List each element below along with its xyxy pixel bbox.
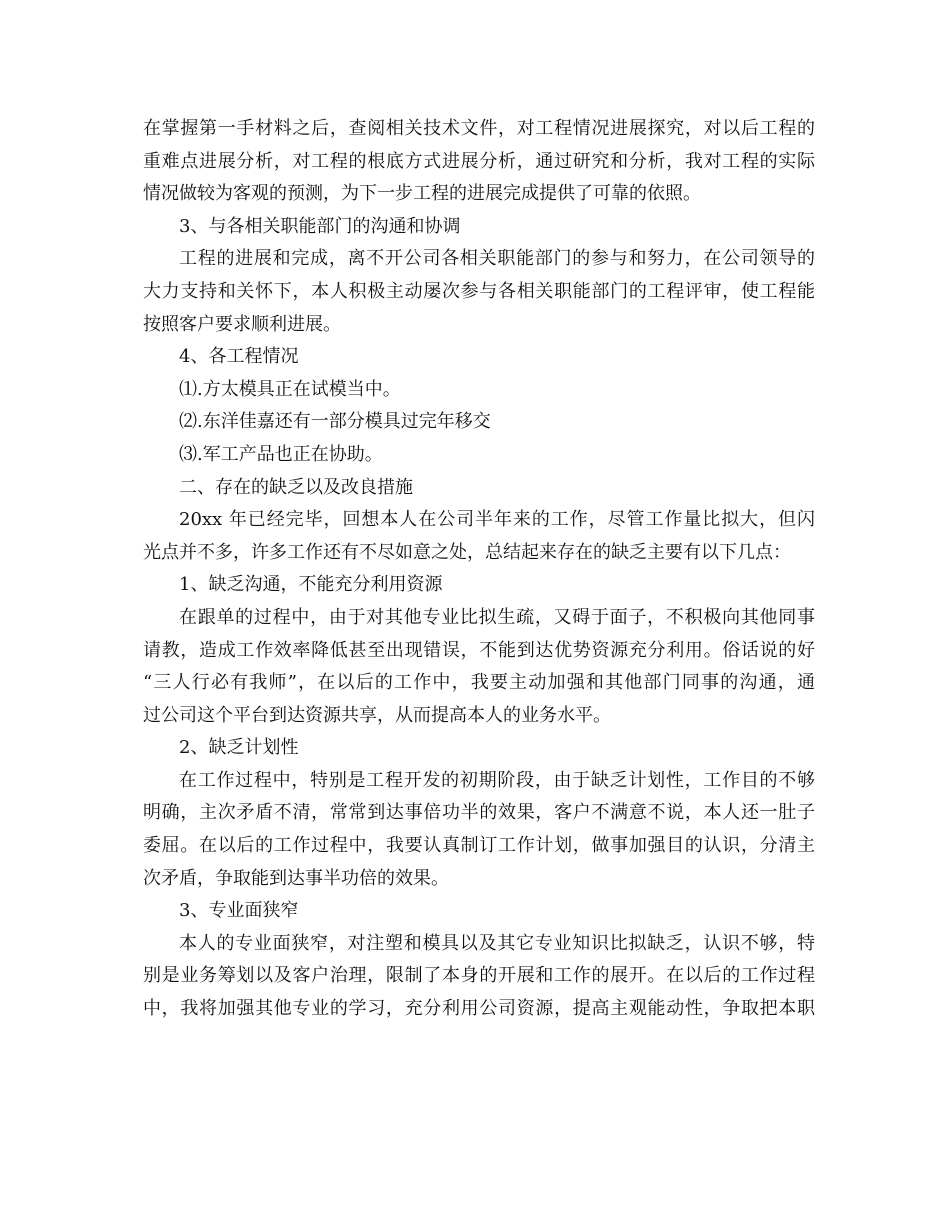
document-page	[143, 113, 815, 1026]
text-line: 按照客户要求顺利进展。	[143, 313, 341, 335]
text-line: 重难点进展分析，对工程的根底方式进展分析，通过研究和分析，我对工程的实际	[143, 150, 815, 172]
text-line: 委屈。在以后的工作过程中，我要认真制订工作计划，做事加强目的认识，分清主	[143, 835, 815, 857]
text-line: 中，我将加强其他专业的学习，充分利用公司资源，提高主观能动性，争取把本职	[143, 998, 815, 1020]
text-line: 3、与各相关职能部门的沟通和协调	[179, 215, 461, 237]
text-line: 在跟单的过程中，由于对其他专业比拟生疏，又碍于面子，不积极向其他同事	[179, 606, 815, 628]
text-line: 1、缺乏沟通，不能充分利用资源	[179, 574, 443, 596]
text-line: ⑵.东洋佳嘉还有一部分模具过完年移交	[179, 411, 491, 433]
text-line: 过公司这个平台到达资源共享，从而提高本人的业务水平。	[143, 704, 611, 726]
text-line: 明确，主次矛盾不清，常常到达事倍功半的效果，客户不满意不说，本人还一肚子	[143, 802, 815, 824]
text-line: 二、存在的缺乏以及改良措施	[179, 476, 413, 498]
text-line: 20xx 年已经完毕，回想本人在公司半年来的工作，尽管工作量比拟大，但闪	[179, 509, 815, 531]
text-line: 请教，造成工作效率降低甚至出现错误，不能到达优势资源充分利用。俗话说的好	[143, 639, 815, 661]
text-line: 本人的专业面狭窄，对注塑和模具以及其它专业知识比拟缺乏，认识不够，特	[179, 932, 815, 954]
text-line: 大力支持和关怀下，本人积极主动屡次参与各相关职能部门的工程评审，使工程能	[143, 280, 815, 302]
text-line: 情况做较为客观的预测，为下一步工程的进展完成提供了可靠的依照。	[143, 183, 701, 205]
text-line: 3、专业面狭窄	[179, 900, 299, 922]
text-line: ⑴.方太模具正在试模当中。	[179, 378, 401, 400]
text-line: 2、缺乏计划性	[179, 737, 299, 759]
text-line: 光点并不多，许多工作还有不尽如意之处，总结起来存在的缺乏主要有以下几点：	[143, 541, 791, 563]
text-line: “三人行必有我师”，在以后的工作中，我要主动加强和其他部门同事的沟通，通	[143, 672, 815, 694]
text-line: 别是业务筹划以及客户治理，限制了本身的开展和工作的展开。在以后的工作过程	[143, 965, 815, 987]
text-line: 工程的进展和完成，离不开公司各相关职能部门的参与和努力，在公司领导的	[179, 248, 815, 270]
text-line: ⑶.军工产品也正在协助。	[179, 443, 383, 465]
text-line: 次矛盾，争取能到达事半功倍的效果。	[143, 867, 449, 889]
text-line: 4、各工程情况	[179, 346, 299, 368]
text-line: 在掌握第一手材料之后，查阅相关技术文件，对工程情况进展探究，对以后工程的	[143, 118, 815, 139]
text-line: 在工作过程中，特别是工程开发的初期阶段，由于缺乏计划性，工作目的不够	[179, 769, 815, 791]
